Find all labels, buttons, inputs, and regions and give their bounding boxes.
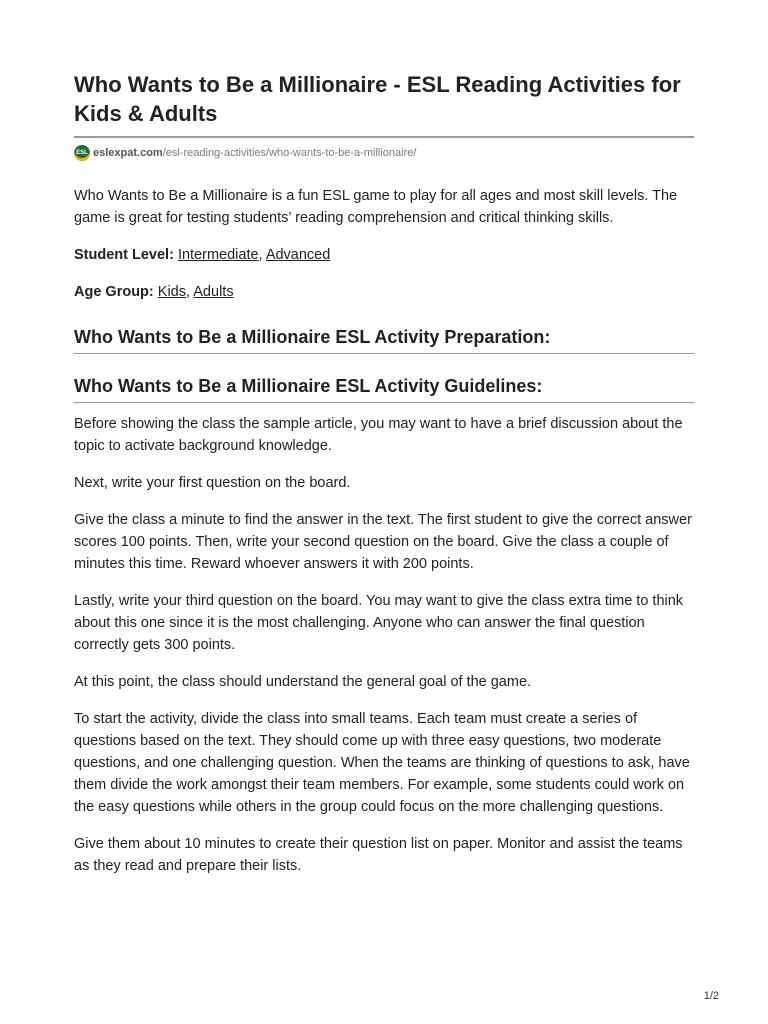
- body-paragraph: To start the activity, divide the class into small teams. Each team must create a series of questions based on the text. They should come up with three easy questions, two moderate questions, and one challenging question. When the teams are thinking of questions to ask, have them divide the work amongst their team members. For example, some students could work on the easy questions while others in the group could focus on the more challenging questions.: [74, 711, 690, 815]
- source-domain: eslexpat.com: [93, 147, 163, 159]
- student-level-link-advanced[interactable]: Advanced: [265, 247, 331, 263]
- student-level-link-intermediate[interactable]: Intermediate: [177, 247, 259, 263]
- age-group-link-kids[interactable]: Kids: [157, 284, 186, 300]
- source-url-link[interactable]: [93, 147, 416, 159]
- body-paragraph: Give the class a minute to find the answer in the text. The first student to give the correct answer scores 100 points. Then, write your second question on the board. Give the class a couple of minutes this time. Reward whoever answers it with 200 points.: [74, 512, 692, 572]
- age-group-label: Age Group:: [74, 284, 154, 300]
- page-title: Who Wants to Be a Millionaire - ESL Reading Activities for Kids & Adults: [74, 70, 694, 138]
- heading-preparation: Who Wants to Be a Millionaire ESL Activity Preparation:: [74, 325, 694, 354]
- body-paragraph: Lastly, write your third question on the board. You may want to give the class extra time to think about this one since it is the most challenging. Anyone who can answer the final question correctly gets 300 points.: [74, 593, 684, 653]
- intro-paragraph: Who Wants to Be a Millionaire is a fun ESL game to play for all ages and most skill levels. The game is great for testing students’ reading comprehension and critical thinking skills.: [74, 188, 678, 226]
- source-path: /esl-reading-activities/who-wants-to-be-a-millionaire/: [162, 147, 417, 159]
- body-paragraph: Before showing the class the sample article, you may want to have a brief discussion about the topic to activate background knowledge.: [74, 416, 683, 454]
- source-line: [74, 141, 694, 165]
- page-number: 1/2: [703, 990, 719, 1002]
- article: [74, 70, 694, 892]
- student-level-label: Student Level:: [74, 247, 174, 263]
- body-paragraph: At this point, the class should understand the general goal of the game.: [74, 674, 532, 690]
- body-paragraph: Give them about 10 minutes to create their question list on paper. Monitor and assist the teams as they read and prepare their lists.: [74, 836, 683, 874]
- student-level-line: Student Level: Intermediate, Advanced: [74, 247, 331, 263]
- age-group-link-adults[interactable]: Adults: [193, 284, 234, 300]
- body-paragraph: Next, write your first question on the board.: [74, 475, 351, 491]
- heading-guidelines: Who Wants to Be a Millionaire ESL Activity Guidelines:: [74, 374, 694, 403]
- site-logo-icon: ESL: [74, 145, 90, 161]
- age-group-line: Age Group: Kids, Adults: [74, 284, 234, 300]
